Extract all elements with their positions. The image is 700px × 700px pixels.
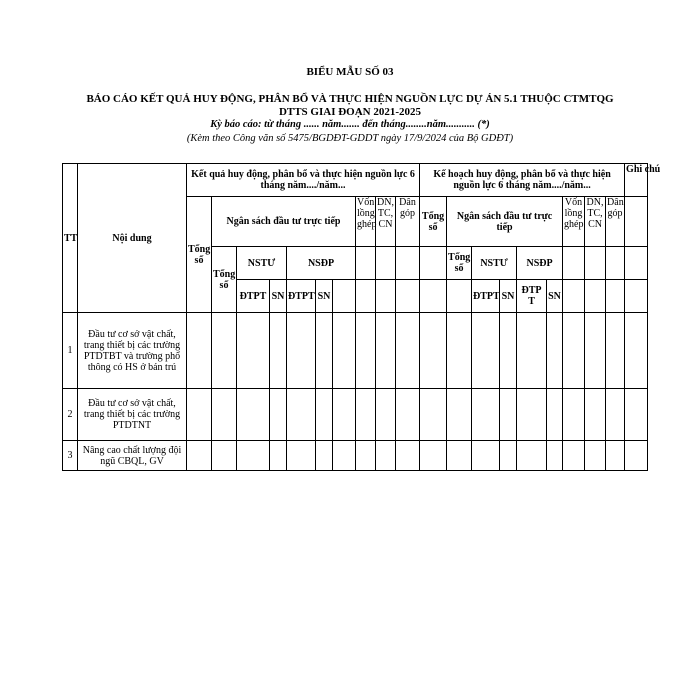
- data-cell: [563, 441, 585, 471]
- data-cell: [500, 389, 517, 441]
- empty-cell: [625, 247, 648, 280]
- data-cell: [396, 313, 420, 389]
- result-contribution-header: Dân góp: [396, 197, 420, 247]
- empty-cell: [420, 280, 447, 313]
- data-cell: [500, 313, 517, 389]
- document-reference: (Kèm theo Công văn số 5475/BGDĐT-GDDT ngày 17/9/2024 của Bộ GDĐT): [186, 133, 514, 144]
- result-nsdp-sn: SN: [316, 280, 333, 313]
- data-cell: [547, 313, 563, 389]
- group-header-result: Kết quả huy động, phân bổ và thực hiện nguồn lực 6 tháng năm..../năm...: [187, 164, 420, 197]
- empty-cell: [356, 247, 376, 280]
- data-cell: [517, 441, 547, 471]
- data-cell: [270, 389, 287, 441]
- result-loan-header: Vốn lồng ghép: [356, 197, 376, 247]
- plan-nstw-header: NSTƯ: [472, 247, 517, 280]
- data-cell: [212, 313, 237, 389]
- data-cell: [376, 389, 396, 441]
- result-nsdp-header: NSĐP: [287, 247, 356, 280]
- plan-total-header: Tổng số: [420, 197, 447, 247]
- data-cell: [420, 313, 447, 389]
- data-cell: [287, 389, 316, 441]
- empty-cell: [606, 247, 625, 280]
- plan-budget-header: Ngân sách đầu tư trực tiếp: [447, 197, 563, 247]
- column-header-content: Nội dung: [78, 164, 187, 313]
- empty-cell: [396, 280, 420, 313]
- data-cell: [472, 389, 500, 441]
- data-cell: [396, 441, 420, 471]
- data-cell: [517, 313, 547, 389]
- empty-cell: [333, 280, 356, 313]
- data-cell: [270, 313, 287, 389]
- empty-cell: [376, 247, 396, 280]
- data-cell: [420, 389, 447, 441]
- data-cell: [212, 441, 237, 471]
- data-cell: [547, 441, 563, 471]
- plan-nstw-dtpt: ĐTPT: [472, 280, 500, 313]
- plan-nsdp-sn: SN: [547, 280, 563, 313]
- data-cell: [547, 389, 563, 441]
- data-cell: [517, 389, 547, 441]
- data-cell: [606, 441, 625, 471]
- data-cell: [316, 389, 333, 441]
- data-cell: [270, 441, 287, 471]
- empty-cell: [376, 280, 396, 313]
- empty-cell: [585, 247, 606, 280]
- table-row: [63, 389, 648, 441]
- row-content: Nâng cao chất lượng đội ngũ CBQL, GV: [78, 441, 187, 471]
- empty-cell: [585, 280, 606, 313]
- data-cell: [356, 389, 376, 441]
- empty-cell: [447, 280, 472, 313]
- data-cell: [287, 313, 316, 389]
- empty-cell: [396, 247, 420, 280]
- empty-cell: [356, 280, 376, 313]
- data-cell: [585, 441, 606, 471]
- data-cell: [447, 389, 472, 441]
- data-cell: [237, 389, 270, 441]
- data-cell: [472, 313, 500, 389]
- report-table: [62, 163, 661, 471]
- data-cell: [333, 313, 356, 389]
- data-cell: [376, 313, 396, 389]
- data-cell: [316, 313, 333, 389]
- plan-nsdp-header: NSĐP: [517, 247, 563, 280]
- group-header-plan: Kế hoạch huy động, phân bổ và thực hiện nguồn lực 6 tháng năm..../năm...: [420, 164, 625, 197]
- data-cell: [187, 441, 212, 471]
- empty-cell: [563, 280, 585, 313]
- data-cell: [447, 313, 472, 389]
- data-cell: [356, 441, 376, 471]
- data-cell: [333, 441, 356, 471]
- column-header-note: Ghi chú: [625, 164, 648, 197]
- result-nstw-header: NSTƯ: [237, 247, 287, 280]
- plan-budget-total-header: Tổng số: [447, 247, 472, 280]
- form-number: BIỂU MẪU SỐ 03: [306, 66, 394, 78]
- result-budget-total-header: Tổng số: [212, 247, 237, 313]
- reporting-period: Kỳ báo cáo: từ tháng ...... năm....... đến tháng........năm........... (*): [210, 119, 490, 130]
- data-cell: [187, 313, 212, 389]
- plan-dn-header: DN, TC, CN: [585, 197, 606, 247]
- data-cell: [606, 313, 625, 389]
- column-header-tt: TT: [63, 164, 78, 313]
- row-number: 1: [63, 313, 78, 389]
- row-content: Đầu tư cơ sở vật chất, trang thiết bị các trường PTDTBT và trường phổ thông có HS ở bán trú: [78, 313, 187, 389]
- data-cell: [212, 389, 237, 441]
- data-cell: [585, 313, 606, 389]
- table-row: [63, 313, 648, 389]
- data-cell: [625, 313, 648, 389]
- plan-contribution-header: Dân góp: [606, 197, 625, 247]
- data-cell: [356, 313, 376, 389]
- data-cell: [563, 389, 585, 441]
- report-title-line-2: DTTS GIAI ĐOẠN 2021-2025: [278, 106, 422, 118]
- result-dn-header: DN, TC, CN: [376, 197, 396, 247]
- empty-cell: [563, 247, 585, 280]
- data-cell: [187, 389, 212, 441]
- empty-cell: [420, 247, 447, 280]
- data-cell: [396, 389, 420, 441]
- plan-nstw-sn: SN: [500, 280, 517, 313]
- plan-nsdp-dtpt: ĐTP T: [517, 280, 547, 313]
- row-number: 3: [63, 441, 78, 471]
- report-title-line-1: BÁO CÁO KẾT QUẢ HUY ĐỘNG, PHÂN BỔ VÀ THỰC HIỆN NGUỒN LỰC DỰ ÁN 5.1 THUỘC CTMTQG: [86, 93, 614, 105]
- note-cell: [625, 197, 648, 247]
- result-nsdp-dtpt: ĐTPT: [287, 280, 316, 313]
- data-cell: [316, 441, 333, 471]
- data-cell: [585, 389, 606, 441]
- data-cell: [606, 389, 625, 441]
- result-nstw-sn: SN: [270, 280, 287, 313]
- plan-loan-header: Vốn lồng ghép: [563, 197, 585, 247]
- result-budget-header: Ngân sách đầu tư trực tiếp: [212, 197, 356, 247]
- result-total-header: Tổng số: [187, 197, 212, 313]
- row-number: 2: [63, 389, 78, 441]
- data-cell: [237, 441, 270, 471]
- empty-cell: [625, 280, 648, 313]
- data-cell: [237, 313, 270, 389]
- table-row: [63, 441, 648, 471]
- data-cell: [420, 441, 447, 471]
- data-cell: [287, 441, 316, 471]
- row-content: Đầu tư cơ sở vật chất, trang thiết bị các trường PTDTNT: [78, 389, 187, 441]
- data-cell: [333, 389, 356, 441]
- header-row-1: [63, 164, 648, 197]
- data-cell: [500, 441, 517, 471]
- data-cell: [376, 441, 396, 471]
- data-cell: [447, 441, 472, 471]
- data-cell: [625, 441, 648, 471]
- empty-cell: [606, 280, 625, 313]
- data-cell: [625, 389, 648, 441]
- data-cell: [472, 441, 500, 471]
- result-nstw-dtpt: ĐTPT: [237, 280, 270, 313]
- data-cell: [563, 313, 585, 389]
